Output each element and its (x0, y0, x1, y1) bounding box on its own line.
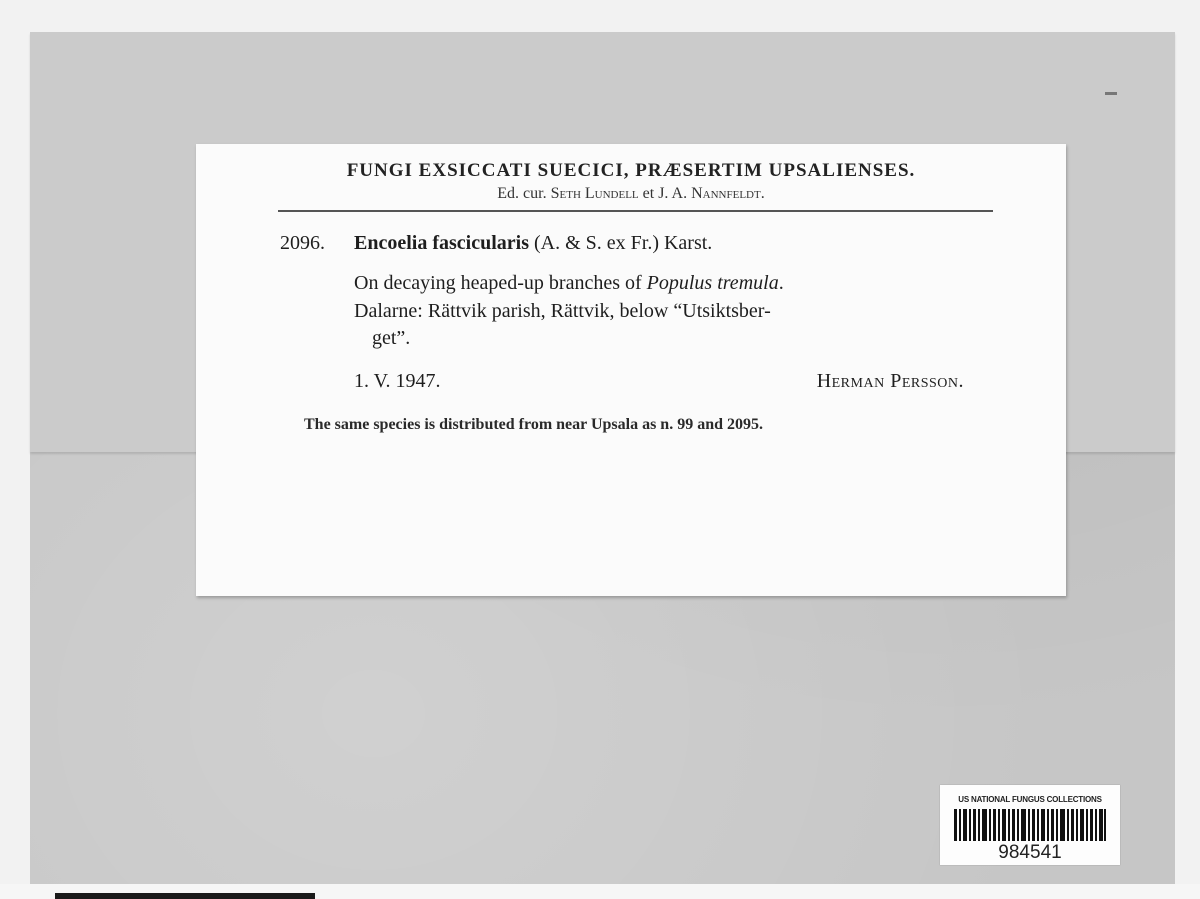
packet-mark (1105, 92, 1117, 95)
locality-line-1: Dalarne: Rättvik parish, Rättvik, below “Utsiktsber- (354, 300, 771, 322)
editors-prefix: Ed. cur. (497, 185, 551, 202)
substrate-text: On decaying heaped-up branches of (354, 272, 647, 294)
distribution-note: The same species is distributed from near Upsala as n. 99 and 2095. (304, 416, 763, 433)
editors-suffix: . (760, 185, 765, 202)
taxon (354, 232, 712, 255)
label-series-title: FUNGI EXSICCATI SUECICI, PRÆSERTIM UPSALIENSES. (346, 160, 916, 181)
label-editors (196, 185, 1066, 203)
substrate (354, 272, 784, 295)
barcode-number: 984541 (998, 842, 1062, 863)
editor-name-1: Seth Lundell (550, 185, 639, 202)
editor-name-2: Nannfeldt (691, 185, 761, 202)
editors-mid: et J. A. (638, 185, 692, 202)
specimen-label (196, 144, 1066, 596)
scale-bar (55, 893, 315, 899)
barcode-label (940, 785, 1120, 865)
barcode-bars (954, 809, 1106, 841)
collector: Herman Persson. (816, 370, 964, 392)
locality-line-2: get”. (372, 327, 411, 349)
host-name: Populus tremula (646, 272, 779, 294)
label-divider (278, 210, 993, 212)
substrate-end: . (778, 272, 784, 294)
taxon-author: (A. & S. ex Fr.) Karst. (528, 232, 713, 254)
barcode-institution: US NATIONAL FUNGUS COLLECTIONS (958, 795, 1102, 804)
taxon-name: Encoelia fascicularis (354, 232, 529, 254)
exsiccata-number: 2096. (280, 232, 325, 254)
collection-date: 1. V. 1947. (354, 370, 441, 392)
